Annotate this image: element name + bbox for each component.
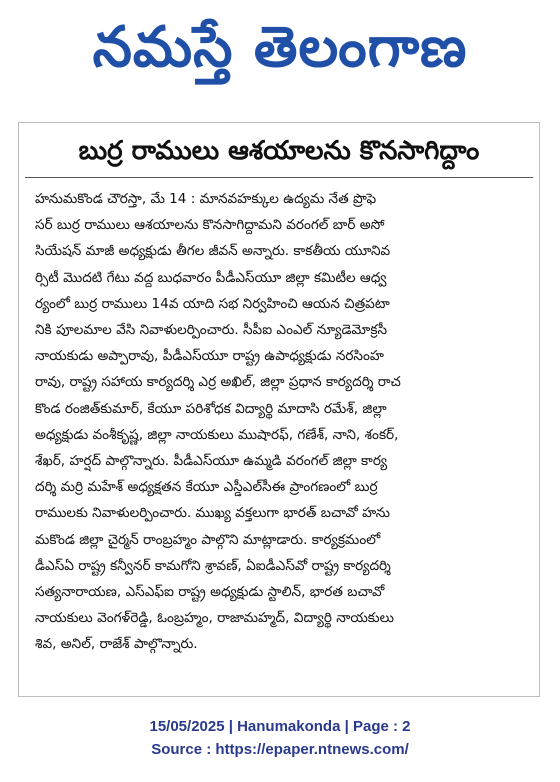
- article-line: నాయకులు వెంగళ్‌రెడ్డి, ఓంబ్రహ్మం, రాజామహ్మద్, విద్యార్థి నాయకులు: [35, 610, 394, 627]
- source-url-line: Source : https://epaper.ntnews.com/: [151, 741, 409, 758]
- article-line: నికి పూలమాల వేసి నివాళులర్పించారు. సీపీఐ ఎంఎల్ న్యూడెమోక్రసీ: [35, 322, 387, 339]
- article-line: ర్సిటీ మొదటి గేటు వద్ద బుధవారం పీడీఎస్‌యూ జిల్లా కమిటీల ఆధ్వ: [35, 269, 387, 286]
- article-line: నాయకుడు అప్పారావు, పీడీఎస్‌యూ రాష్ట్ర ఉపాధ్యక్షుడు నరసింహ: [35, 348, 384, 365]
- article-line: కొండ రంజిత్‌కుమార్, కేయూ పరిశోధక విద్యార్థి మాదాసి రమేశ్, జిల్లా: [35, 400, 387, 417]
- article-line: సత్యనారాయణ, ఎస్‌ఎఫ్‌ఐ రాష్ట్ర అధ్యక్షుడు స్టాలిన్, భారత బచావో: [35, 584, 385, 601]
- article-headline: బుర్ర రాములు ఆశయాలను కొనసాగిద్దాం: [78, 136, 480, 166]
- article-line: డీఎస్‌ఏ రాష్ట్ర కన్వీనర్ కామగోని శ్రావణ్, ఏఐడీఎస్‌వో రాష్ట్ర కార్యదర్శి: [35, 557, 391, 574]
- article-line: ర్యంలో బుర్ర రాములు 14వ యాది సభ నిర్వహించి ఆయన చిత్రపటా: [35, 295, 390, 312]
- headline-divider: [25, 177, 533, 178]
- article-body: [35, 186, 525, 658]
- article-line: హనుమకొండ చౌరస్తా, మే 14 : మానవహక్కుల ఉద్యమ నేత ప్రొఫె: [35, 191, 377, 207]
- article-line: సియేషన్ మాజీ అధ్యక్షుడు తీగల జీవన్ అన్నారు. కాకతీయ యూనివ: [35, 243, 391, 260]
- article-line: దర్శి మర్రి మహేశ్ అధ్యక్షతన కేయూ ఎస్డీఎల్‌సీఈ ప్రాంగణంలో బుర్ర: [35, 479, 378, 496]
- article-line: సర్ బుర్ర రాములు ఆశయాలను కొనసాగిద్దామని వరంగల్ బార్ అసో: [35, 217, 385, 234]
- newspaper-masthead: [0, 0, 560, 96]
- article-line: అధ్యక్షుడు వంశీకృష్ణ, జిల్లా నాయకులు ముషారఫ్, గణేశ్, నాని, శంకర్,: [35, 426, 399, 443]
- masthead-title: నమస్తే తెలంగాణ: [92, 15, 468, 80]
- article-line: రాములకు నివాళులర్పించారు. ముఖ్య వక్తలుగా భారత్ బచావో హను: [35, 505, 390, 522]
- news-clipping: [18, 122, 540, 697]
- article-line: శివ, అనిల్, రాజేశ్ పాల్గొన్నారు.: [35, 636, 198, 653]
- article-line: రావు, రాష్ట్ర సహాయ కార్యదర్శి ఎర్ర అఖిల్, జిల్లా ప్రధాన కార్యదర్శి రాచ: [35, 374, 401, 391]
- date-edition-page-line: 15/05/2025 | Hanumakonda | Page : 2: [149, 718, 411, 735]
- article-line: మకొండ జిల్లా చైర్మన్ రాంబ్రహ్మం పాల్గొని మాట్లాడారు. కార్యక్రమంలో: [35, 531, 381, 548]
- article-line: శేఖర్, హర్షద్ పాల్గొన్నారు. పీడీఎస్‌యూ ఉమ్మడి వరంగల్ జిల్లా కార్య: [35, 453, 388, 470]
